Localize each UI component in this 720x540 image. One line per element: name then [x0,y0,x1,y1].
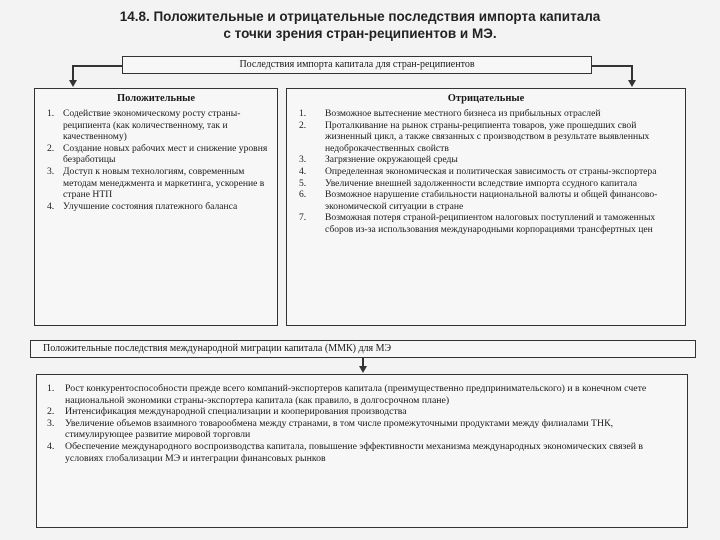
item-number: 4. [47,200,55,212]
item-text: Возможное вытеснение местного бизнеса из прибыльных отраслей [325,108,601,119]
item-number: 2. [47,406,55,418]
arrow-left-icon [69,80,77,87]
title-line-2: с точки зрения стран-реципиентов и МЭ. [223,26,497,41]
list-item [299,189,679,212]
list-item [47,201,271,213]
item-text: Интенсификация международной специализации и кооперирования производства [65,406,407,418]
mme-consequences-box [36,374,688,528]
item-text: Содействие экономическому росту страны-реципиента (как количественному, так и качественному) [63,108,241,143]
item-number: 1. [47,108,55,119]
list-item [47,108,271,143]
mme-header-box: Положительные последствия международной миграции капитала (ММК) для МЭ [30,340,696,358]
item-number: 4. [47,440,55,452]
list-item [47,383,681,406]
positive-list [35,108,277,212]
item-text: Рост конкурентоспособности прежде всего компаний-экспортеров капитала (преимущественно предпринимательского) и в конечном счете национальной экономики страны-экспортера капитала (как правило, в долгосрочном плане) [65,383,647,406]
negative-list [287,108,685,236]
positive-heading: Положительные [117,93,195,104]
item-text: Определенная экономическая и политическая зависимость от страны-экспортера [325,165,657,177]
item-text: Загрязнение окружающей среды [325,154,458,166]
list-item [47,143,271,166]
list-item [299,120,679,155]
title-line-1: 14.8. Положительные и отрицательные последствия импорта капитала [119,9,601,24]
item-text: Улучшение состояния платежного баланса [63,200,238,212]
item-text: Увеличение внешней задолженности вследствие импорта ссудного капитала [325,177,638,189]
item-number: 4. [299,165,307,177]
item-text: Создание новых рабочих мест и снижение уровня безработицы [63,142,268,166]
negative-heading: Отрицательные [447,93,525,104]
list-item [299,178,679,190]
item-text: Доступ к новым технологиям, современным методам менеджмента и маркетинга, ускорение в стране НТП [63,165,265,201]
list-item [299,108,679,120]
arrow-down-icon [359,366,367,373]
item-text: Возможное нарушение стабильности национальной валюты и общей финансово-экономической ситуации в стране [325,189,658,212]
item-number: 2. [47,142,55,154]
connector-left-horizontal [72,65,122,67]
item-number: 3. [47,165,55,177]
connector-right-horizontal [592,65,632,67]
item-text: Возможная потеря страной-реципиентом налоговых поступлений и таможенных сборов из-за использования международными корпорациями трансфертных цен [325,212,656,235]
positive-column [34,88,278,326]
item-number: 3. [47,417,55,429]
arrow-right-icon [628,80,636,87]
item-text: Увеличение объемов взаимного товарообмена между странами, в том числе промежуточными продуктами между филиалами ТНК, стимулирующее развитие мировой торговли [65,417,614,441]
item-number: 2. [299,119,307,131]
item-text: Обеспечение международного воспроизводства капитала, повышение эффективности механизма международных экономических связей в условиях глобализации МЭ и интеграции финансовых рынков [65,440,644,464]
list-item [47,418,681,441]
list-item [47,166,271,201]
header-box: Последствия импорта капитала для стран-реципиентов [122,56,592,74]
list-item [47,406,681,418]
item-number: 3. [299,154,307,166]
list-item [299,212,679,235]
item-number: 5. [299,177,307,189]
item-number: 6. [299,189,307,201]
mme-list [37,375,687,464]
item-number: 7. [299,212,307,224]
list-item [47,441,681,464]
page-title [6,8,714,42]
item-number: 1. [299,108,307,119]
connector-left-vertical [72,65,74,81]
list-item [299,154,679,166]
item-number: 1. [47,383,55,394]
list-item [299,166,679,178]
item-text: Проталкивание на рынок страны-реципиента товаров, уже прошедших свой жизненный цикл, а также связанных с производством в результате выявленных недоброкачественных свойств [325,119,650,154]
connector-right-vertical [631,65,633,81]
negative-column [286,88,686,326]
